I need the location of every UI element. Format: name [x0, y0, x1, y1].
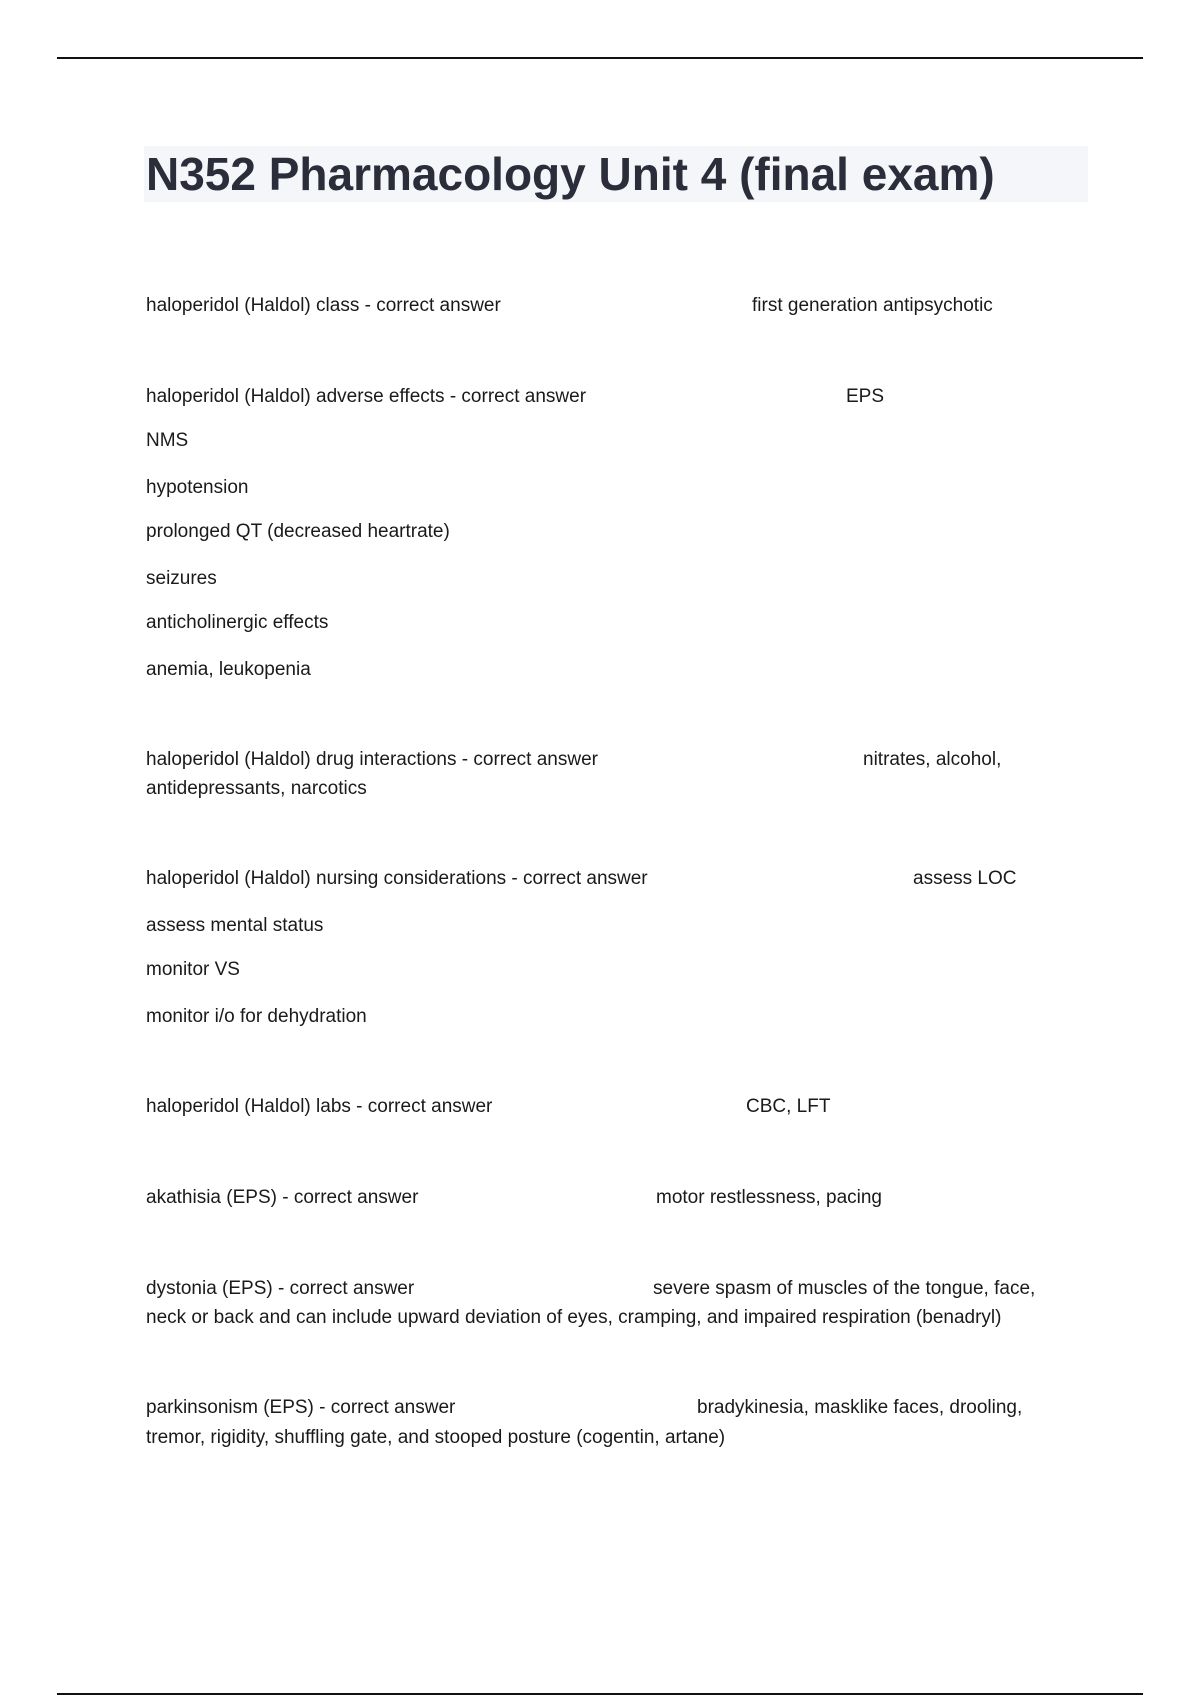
card-answer-line: assess mental status: [146, 915, 324, 936]
card-question: haloperidol (Haldol) drug interactions - correct answer: [146, 749, 598, 770]
bottom-rule: [57, 1693, 1143, 1695]
card-question: akathisia (EPS) - correct answer: [146, 1187, 419, 1208]
card-answer: CBC, LFT: [746, 1096, 831, 1117]
card-answer-line: prolonged QT (decreased heartrate): [146, 521, 450, 542]
card-answer-line: monitor i/o for dehydration: [146, 1006, 367, 1027]
card-answer-line: anemia, leukopenia: [146, 659, 311, 680]
card-answer-line: seizures: [146, 568, 217, 589]
card-answer-line: tremor, rigidity, shuffling gate, and stooped posture (cogentin, artane): [146, 1427, 726, 1448]
card-answer: motor restlessness, pacing: [656, 1187, 882, 1208]
card-answer-line: antidepressants, narcotics: [146, 778, 367, 799]
card-question: haloperidol (Haldol) labs - correct answer: [146, 1096, 493, 1117]
card-answer-line: monitor VS: [146, 959, 240, 980]
card-question: haloperidol (Haldol) adverse effects - correct answer: [146, 386, 587, 407]
card-answer: bradykinesia, masklike faces, drooling,: [697, 1397, 1023, 1418]
top-rule: [57, 57, 1143, 59]
card-answer: nitrates, alcohol,: [863, 749, 1002, 770]
card-answer-line: NMS: [146, 430, 189, 451]
card-answer: assess LOC: [913, 868, 1017, 889]
card-question: parkinsonism (EPS) - correct answer: [146, 1397, 456, 1418]
card-answer: severe spasm of muscles of the tongue, face,: [653, 1278, 1036, 1299]
card-question: haloperidol (Haldol) class - correct answer: [146, 295, 501, 316]
card-answer-line: anticholinergic effects: [146, 612, 329, 633]
card-question: dystonia (EPS) - correct answer: [146, 1278, 415, 1299]
card-answer-line: neck or back and can include upward deviation of eyes, cramping, and impaired respiration (benadryl): [146, 1307, 1002, 1328]
page-title: N352 Pharmacology Unit 4 (final exam): [146, 148, 995, 200]
card-question: haloperidol (Haldol) nursing considerations - correct answer: [146, 868, 648, 889]
card-answer-line: hypotension: [146, 477, 249, 498]
card-answer: EPS: [846, 386, 885, 407]
card-answer: first generation antipsychotic: [752, 295, 993, 316]
